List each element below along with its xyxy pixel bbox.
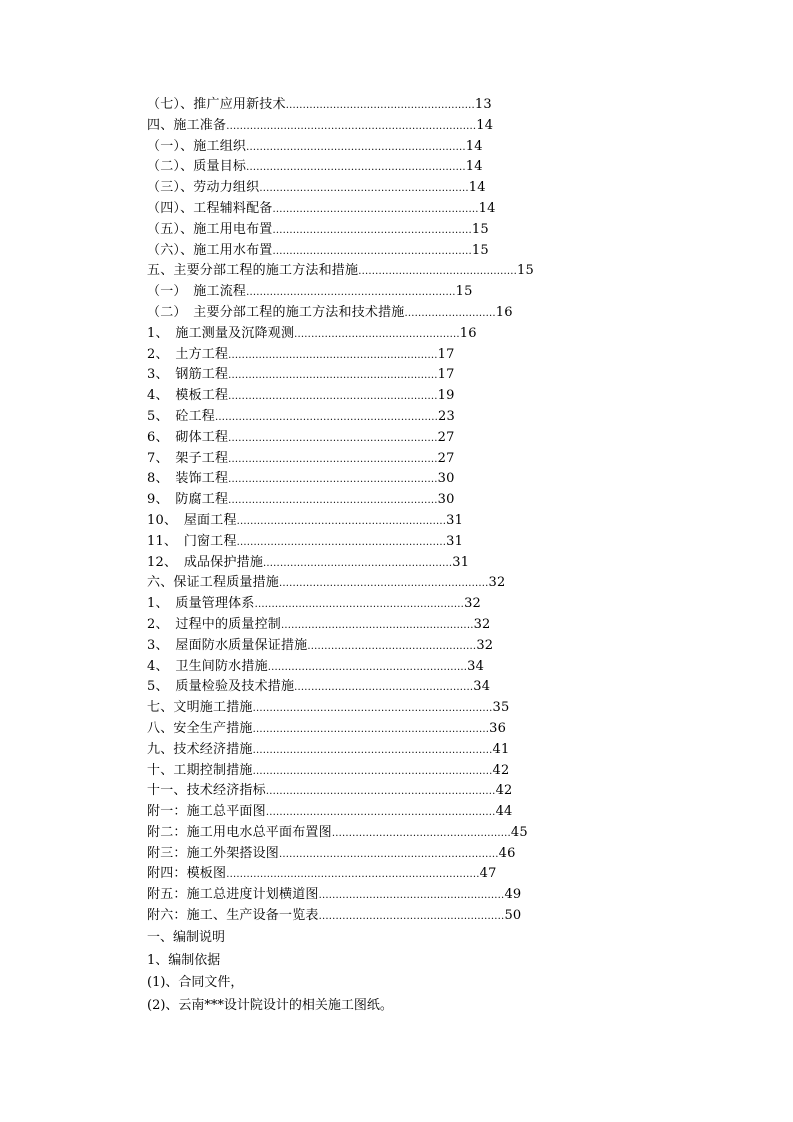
toc-page-number: 23 xyxy=(437,408,455,424)
toc-leader-dots: .............................................................. xyxy=(228,474,438,486)
toc-page-number: 47 xyxy=(479,866,497,882)
toc-entry-title: 5、 砼工程 xyxy=(147,408,215,424)
toc-page-number: 19 xyxy=(437,388,455,404)
toc-entry[interactable] xyxy=(147,345,567,366)
toc-leader-dots: .................................................. xyxy=(307,640,477,652)
toc-leader-dots: .............................................................. xyxy=(228,391,438,403)
toc-leader-dots: .................................................................... xyxy=(265,786,496,798)
toc-entry[interactable] xyxy=(147,885,567,906)
toc-leader-dots: ....................................................................... xyxy=(252,765,493,777)
toc-entry[interactable] xyxy=(147,428,567,449)
toc-leader-dots: .......................................................................... xyxy=(226,120,477,132)
toc-entry[interactable] xyxy=(147,199,567,220)
toc-page-number: 17 xyxy=(437,367,455,383)
toc-entry-title: 六、保证工程质量措施 xyxy=(147,575,280,591)
toc-page-number: 36 xyxy=(489,720,507,736)
toc-page-number: 27 xyxy=(437,429,455,445)
toc-entry[interactable] xyxy=(147,178,567,199)
toc-entry[interactable] xyxy=(147,116,567,137)
toc-leader-dots: ........................................................ xyxy=(285,100,475,111)
toc-page-number: 35 xyxy=(492,700,510,716)
toc-page-number: 32 xyxy=(473,616,491,632)
toc-entry[interactable] xyxy=(147,636,567,657)
toc-entry-title: 十、工期控制措施 xyxy=(147,762,253,778)
toc-entry[interactable] xyxy=(147,740,567,761)
toc-entry-title: （五）、施工用电布置 xyxy=(147,221,273,237)
toc-entry[interactable] xyxy=(147,698,567,719)
toc-entry-title: 2、 土方工程 xyxy=(147,346,229,362)
toc-leader-dots: ..................................................... xyxy=(294,682,474,694)
toc-leader-dots: ................................................................. xyxy=(246,141,466,153)
toc-entry[interactable] xyxy=(147,469,567,490)
toc-leader-dots: ...................................................................... xyxy=(252,723,490,735)
toc-entry[interactable] xyxy=(147,532,567,553)
toc-leader-dots: .............................................................. xyxy=(246,287,456,299)
toc-entry[interactable] xyxy=(147,157,567,178)
toc-entry-title: 10、 屋面工程 xyxy=(147,512,237,528)
toc-entry[interactable] xyxy=(147,511,567,532)
toc-page-number: 17 xyxy=(437,346,455,362)
toc-entry[interactable] xyxy=(147,823,567,844)
toc-entry[interactable] xyxy=(147,303,567,324)
list-item: (1)、合同文件， xyxy=(147,975,244,990)
toc-entry-title: （二） 主要分部工程的施工方法和技术措施 xyxy=(147,304,405,320)
toc-leader-dots: ..................................................... xyxy=(331,827,511,839)
toc-entry[interactable] xyxy=(147,761,567,782)
toc-entry-title: （四）、工程辅料配备 xyxy=(147,200,273,216)
toc-entry-title: 6、 砌体工程 xyxy=(147,429,229,445)
toc-leader-dots: .............................................................. xyxy=(279,578,489,590)
toc-leader-dots: .............................................................. xyxy=(228,370,438,382)
toc-entry[interactable] xyxy=(147,615,567,636)
toc-entry[interactable] xyxy=(147,490,567,511)
toc-page-number: 15 xyxy=(471,242,489,258)
toc-leader-dots: ........................................................................... xyxy=(226,869,480,881)
toc-page-number: 31 xyxy=(446,512,464,528)
toc-entry[interactable] xyxy=(147,906,567,927)
toc-page-number: 30 xyxy=(437,492,455,508)
toc-page-number: 44 xyxy=(495,804,513,820)
toc-entry[interactable] xyxy=(147,781,567,802)
toc-entry-title: 十一、技术经济指标 xyxy=(147,783,266,799)
toc-entry[interactable] xyxy=(147,261,567,282)
toc-entry[interactable] xyxy=(147,282,567,303)
toc-page-number: 16 xyxy=(495,304,513,320)
toc-leader-dots: ........................................................... xyxy=(272,245,472,257)
toc-page-number: 27 xyxy=(437,450,455,466)
toc-entry[interactable] xyxy=(147,324,567,345)
toc-entry-title: 4、 卫生间防水措施 xyxy=(147,658,268,674)
toc-page-number: 14 xyxy=(465,159,483,175)
toc-leader-dots: ............................................................. xyxy=(272,203,479,215)
toc-page-number: 16 xyxy=(459,325,477,341)
toc-leader-dots: .............................................................. xyxy=(228,432,438,444)
list-item: (2)、云南***设计院设计的相关施工图纸。 xyxy=(147,997,393,1013)
toc-entry-title: 附四：模板图 xyxy=(147,866,227,882)
toc-leader-dots: ....................................................... xyxy=(318,911,505,923)
toc-leader-dots: .............................................................. xyxy=(259,183,469,195)
table-of-contents xyxy=(147,95,567,927)
toc-leader-dots: .............................................................. xyxy=(228,495,438,507)
toc-page-number: 31 xyxy=(452,554,470,570)
toc-entry-title: 2、 过程中的质量控制 xyxy=(147,616,281,632)
toc-page-number: 14 xyxy=(465,138,483,154)
toc-page-number: 15 xyxy=(455,284,473,300)
toc-entry[interactable] xyxy=(147,802,567,823)
toc-page-number: 32 xyxy=(464,596,482,612)
toc-page-number: 15 xyxy=(471,221,489,237)
toc-entry[interactable] xyxy=(147,241,567,262)
toc-entry-title: 9、 防腐工程 xyxy=(147,492,229,508)
toc-page-number: 30 xyxy=(437,471,455,487)
toc-leader-dots: ................................................................. xyxy=(279,848,499,860)
toc-page-number: 34 xyxy=(473,679,491,695)
toc-entry[interactable] xyxy=(147,677,567,698)
toc-entry-title: （三）、劳动力组织 xyxy=(147,180,260,196)
subsection-heading: 1、编制依据 xyxy=(147,952,221,968)
toc-page-number: 14 xyxy=(468,180,486,196)
toc-entry-title: 3、 屋面防水质量保证措施 xyxy=(147,637,308,653)
toc-entry[interactable] xyxy=(147,449,567,470)
toc-leader-dots: ....................................................................... xyxy=(252,744,493,756)
toc-leader-dots: .............................................................. xyxy=(236,515,447,527)
toc-page-number: 45 xyxy=(510,824,528,840)
toc-entry[interactable] xyxy=(147,365,567,386)
toc-entry[interactable] xyxy=(147,844,567,865)
toc-entry-title: 四、施工准备 xyxy=(147,117,227,133)
toc-entry-title: 附一：施工总平面图 xyxy=(147,804,266,820)
toc-entry-title: （一）、施工组织 xyxy=(147,138,247,154)
toc-page-number: 42 xyxy=(495,783,513,799)
toc-entry-title: （六）、施工用水布置 xyxy=(147,242,273,258)
toc-entry-title: （七）、推广应用新技术 xyxy=(147,97,286,112)
toc-entry-title: 附三：施工外架搭设图 xyxy=(147,845,280,861)
toc-leader-dots: ......................................................... xyxy=(280,619,474,631)
toc-leader-dots: ............................................... xyxy=(358,266,518,278)
toc-entry[interactable] xyxy=(147,864,567,885)
toc-entry-title: 附二：施工用电水总平面布置图 xyxy=(147,824,332,840)
toc-entry-title: 1、 施工测量及沉降观测 xyxy=(147,325,295,341)
toc-entry[interactable] xyxy=(147,573,567,594)
toc-page-number: 50 xyxy=(504,908,522,924)
toc-entry-title: 附六：施工、生产设备一览表 xyxy=(147,908,319,924)
toc-leader-dots: ....................................................... xyxy=(318,890,505,902)
toc-leader-dots: ....................................................................... xyxy=(252,703,493,715)
toc-entry-title: 1、 质量管理体系 xyxy=(147,596,255,612)
toc-leader-dots: ................................................. xyxy=(294,328,460,340)
toc-page-number: 42 xyxy=(492,762,510,778)
toc-entry-title: （一） 施工流程 xyxy=(147,284,247,300)
toc-page-number: 32 xyxy=(488,575,506,591)
toc-page-number: 49 xyxy=(504,887,522,903)
toc-entry[interactable] xyxy=(147,553,567,574)
document-body xyxy=(147,927,747,1017)
toc-leader-dots: ........................... xyxy=(404,307,496,319)
toc-page-number: 14 xyxy=(478,200,496,216)
toc-page-number: 32 xyxy=(476,637,494,653)
toc-leader-dots: ........................................................... xyxy=(272,224,472,236)
toc-entry[interactable] xyxy=(147,594,567,615)
section-heading: 一、编制说明 xyxy=(147,930,226,945)
toc-entry-title: 12、 成品保护措施 xyxy=(147,554,264,570)
toc-page-number: 46 xyxy=(498,845,516,861)
toc-entry[interactable] xyxy=(147,657,567,678)
toc-entry-title: 五、主要分部工程的施工方法和措施 xyxy=(147,263,359,279)
toc-entry-title: 11、 门窗工程 xyxy=(147,533,237,549)
toc-entry-title: 3、 钢筋工程 xyxy=(147,367,229,383)
toc-entry[interactable] xyxy=(147,95,567,116)
toc-leader-dots: ........................................................... xyxy=(267,661,468,673)
toc-entry-title: 七、文明施工措施 xyxy=(147,700,253,716)
toc-entry[interactable] xyxy=(147,220,567,241)
toc-leader-dots: .................................................................. xyxy=(214,411,438,423)
toc-entry[interactable] xyxy=(147,719,567,740)
toc-leader-dots: .................................................................... xyxy=(265,807,496,819)
toc-entry[interactable] xyxy=(147,386,567,407)
toc-entry-title: （二）、质量目标 xyxy=(147,159,247,175)
toc-entry[interactable] xyxy=(147,407,567,428)
toc-entry-title: 附五：施工总进度计划横道图 xyxy=(147,887,319,903)
toc-page-number: 15 xyxy=(517,263,534,279)
toc-page-number: 13 xyxy=(474,97,492,112)
toc-leader-dots: ........................................................ xyxy=(263,557,453,569)
toc-entry-title: 4、 模板工程 xyxy=(147,388,229,404)
toc-entry-title: 7、 架子工程 xyxy=(147,450,229,466)
toc-entry-title: 8、 装饰工程 xyxy=(147,471,229,487)
toc-leader-dots: .............................................................. xyxy=(236,536,447,548)
toc-page-number: 31 xyxy=(446,533,464,549)
toc-entry[interactable] xyxy=(147,137,567,158)
toc-entry-title: 八、安全生产措施 xyxy=(147,720,253,736)
toc-leader-dots: .............................................................. xyxy=(254,599,465,611)
toc-leader-dots: ................................................................. xyxy=(246,162,466,174)
toc-entry-title: 九、技术经济措施 xyxy=(147,741,253,757)
toc-page-number: 14 xyxy=(476,117,494,133)
toc-entry-title: 5、 质量检验及技术措施 xyxy=(147,679,295,695)
toc-page-number: 34 xyxy=(467,658,485,674)
toc-leader-dots: .............................................................. xyxy=(228,349,438,361)
toc-leader-dots: .............................................................. xyxy=(228,453,438,465)
toc-page-number: 41 xyxy=(492,741,510,757)
